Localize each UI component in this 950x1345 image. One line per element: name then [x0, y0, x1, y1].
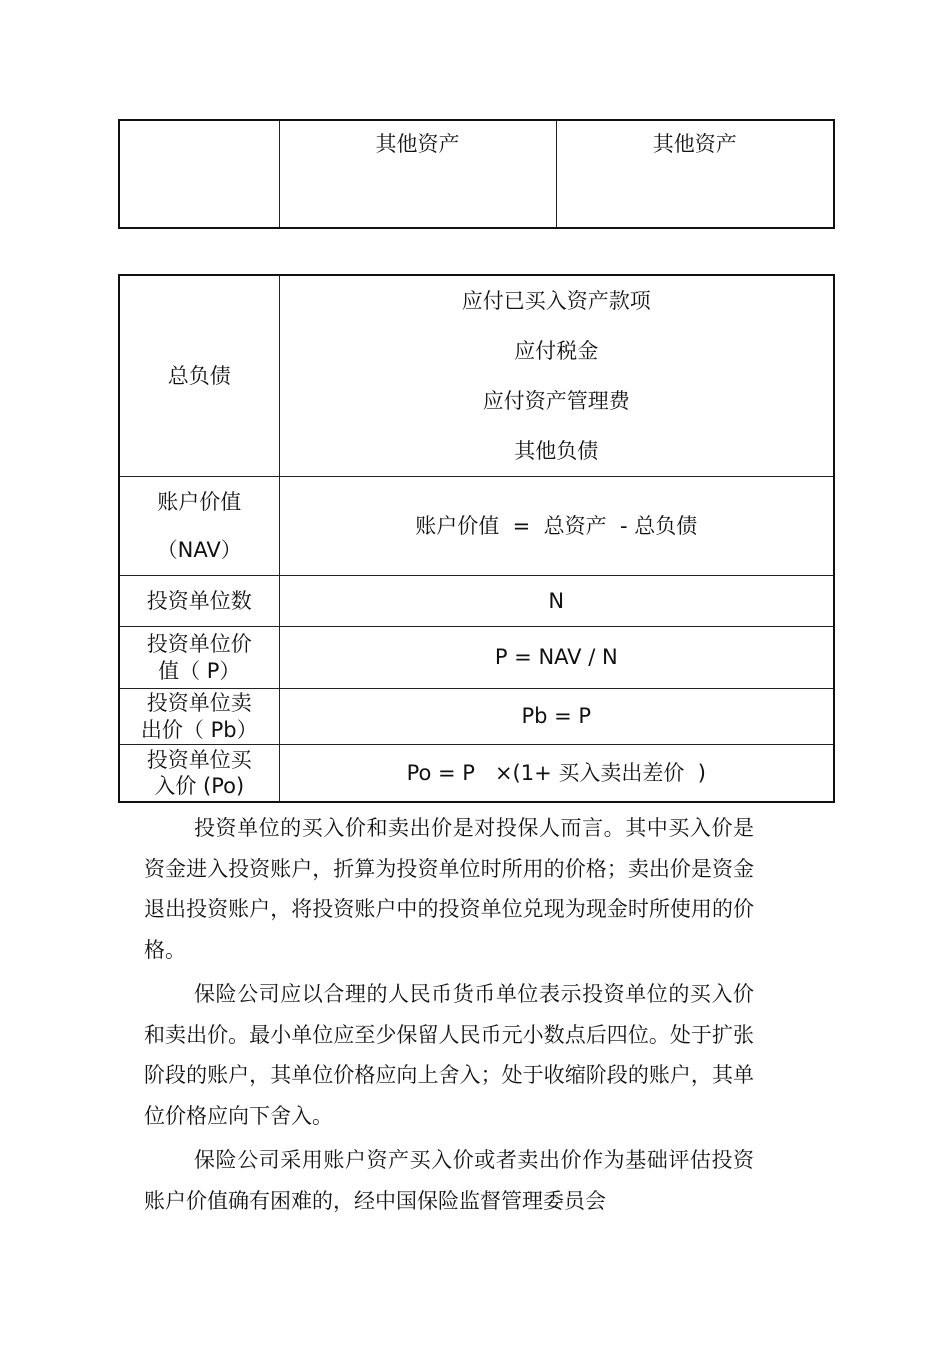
other-assets-table: [118, 119, 835, 229]
liability-item: 应付已买入资产款项: [461, 289, 651, 313]
units-label: 投资单位数: [119, 576, 279, 627]
liabilities-items: [279, 275, 834, 477]
liability-item: 应付资产管理费: [482, 389, 630, 413]
paragraph-currency-unit: 保险公司应以合理的人民币货币单位表示投资单位的买入价和卖出价。最小单位应至少保留人民币元小数点后四位。处于扩张阶段的账户，其单位价格应向上舍入；处于收缩阶段的账户，其单位价格应向下舍入。: [144, 982, 754, 1128]
units-value: N: [279, 576, 834, 627]
liability-item: 应付税金: [514, 339, 599, 363]
sell-price-label: [119, 689, 279, 745]
table-row-unit-price: [119, 627, 834, 689]
table-cell-other-assets: 其他资产: [279, 120, 556, 228]
buy-price-label-line: 入价 (Po): [154, 773, 245, 798]
sell-price-formula: Pb = P: [279, 689, 834, 745]
nav-label-line: （NAV）: [156, 538, 242, 562]
unit-price-label: [119, 627, 279, 689]
paragraph-valuation-basis: 保险公司采用账户资产买入价或者卖出价作为基础评估投资账户价值确有困难的，经中国保险监督管理委员会: [144, 1148, 754, 1213]
table-row-units: [119, 576, 834, 627]
nav-label-line: 账户价值: [157, 490, 242, 514]
nav-formula: 账户价值 = 总资产 - 总负债: [279, 477, 834, 576]
table-cell-empty: [119, 120, 279, 228]
buy-price-label-line: 投资单位买: [146, 747, 252, 772]
buy-price-label: [119, 745, 279, 802]
nav-label: [119, 477, 279, 576]
table-row: [119, 120, 834, 228]
table-row-buy-price: [119, 745, 834, 802]
account-value-table: [118, 274, 835, 803]
sell-price-label-line: 出价（ Pb）: [140, 717, 258, 742]
table-cell-other-assets: 其他资产: [556, 120, 834, 228]
buy-price-formula: Po = P ×(1+ 买入卖出差价 ): [279, 745, 834, 802]
table-row-sell-price: [119, 689, 834, 745]
liability-item: 其他负债: [514, 439, 599, 463]
table-row-nav: [119, 477, 834, 576]
unit-price-label-line: 投资单位价: [146, 632, 252, 657]
paragraph-buy-sell-price: 投资单位的买入价和卖出价是对投保人而言。其中买入价是资金进入投资账户，折算为投资单位时所用的价格；卖出价是资金退出投资账户，将投资账户中的投资单位兑现为现金时所使用的价格。: [144, 816, 754, 962]
sell-price-label-line: 投资单位卖: [146, 691, 252, 716]
table-row-total-liabilities: [119, 275, 834, 477]
unit-price-formula: P = NAV / N: [279, 627, 834, 689]
unit-price-label-line: 值（ P）: [158, 658, 241, 683]
total-liabilities-label: 总负债: [119, 275, 279, 477]
